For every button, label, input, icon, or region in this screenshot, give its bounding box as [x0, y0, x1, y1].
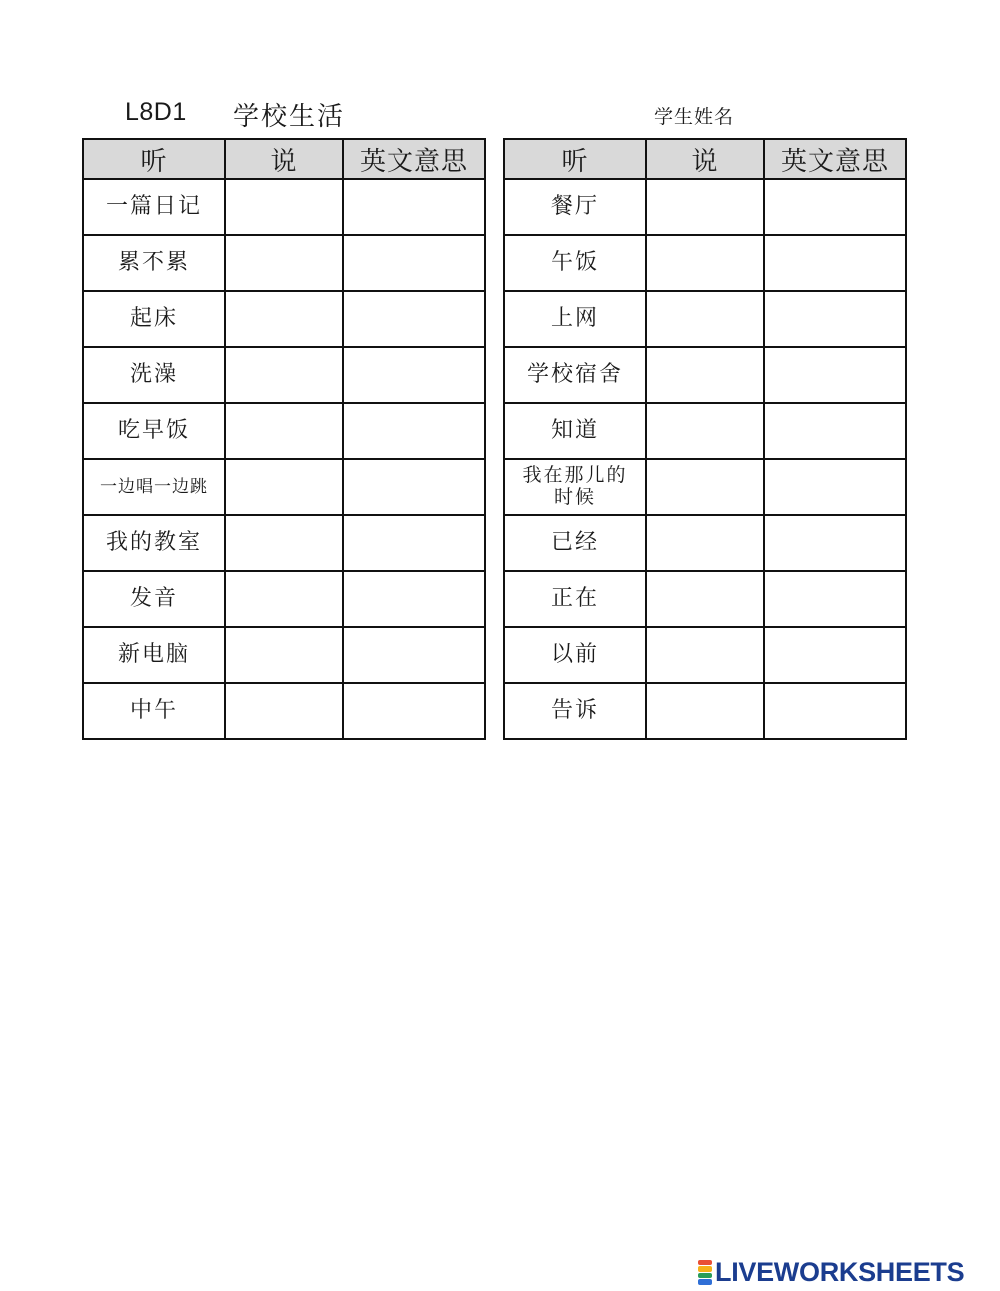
table-row — [83, 459, 485, 515]
vocab-term: 我在那儿的时候 — [522, 464, 628, 508]
speak-answer-cell[interactable] — [646, 403, 764, 459]
listen-cell — [83, 627, 225, 683]
meaning-answer-cell[interactable] — [764, 683, 906, 739]
listen-cell — [83, 347, 225, 403]
logo-block-icon — [698, 1279, 712, 1285]
meaning-answer-cell[interactable] — [764, 571, 906, 627]
listen-cell — [83, 403, 225, 459]
speak-answer-cell[interactable] — [646, 571, 764, 627]
meaning-answer-cell[interactable] — [764, 179, 906, 235]
logo-block-icon — [698, 1273, 712, 1279]
listen-cell — [83, 571, 225, 627]
meaning-answer-cell[interactable] — [343, 627, 485, 683]
listen-cell — [83, 459, 225, 515]
listen-cell — [504, 403, 646, 459]
speak-answer-cell[interactable] — [646, 179, 764, 235]
meaning-answer-cell[interactable] — [764, 459, 906, 515]
vocab-term: 学校宿舍 — [526, 362, 623, 388]
table-row — [83, 627, 485, 683]
lesson-title: 学校生活 — [233, 102, 346, 132]
meaning-answer-cell[interactable] — [343, 347, 485, 403]
table-header-row — [83, 139, 485, 179]
vocab-table-right — [503, 138, 907, 740]
vocab-term: 上网 — [550, 306, 599, 332]
table-row — [83, 235, 485, 291]
listen-cell — [83, 179, 225, 235]
meaning-answer-cell[interactable] — [343, 571, 485, 627]
meaning-answer-cell[interactable] — [343, 515, 485, 571]
column-header-speak: 说 — [225, 139, 343, 179]
table-row — [504, 179, 906, 235]
listen-cell — [83, 683, 225, 739]
listen-cell — [504, 459, 646, 515]
vocab-term: 新电脑 — [117, 642, 190, 668]
table-row — [504, 683, 906, 739]
vocab-term: 我的教室 — [105, 530, 202, 556]
listen-cell — [83, 235, 225, 291]
vocab-term: 一篇日记 — [105, 194, 202, 220]
listen-cell — [504, 347, 646, 403]
meaning-answer-cell[interactable] — [764, 515, 906, 571]
table-row — [504, 235, 906, 291]
vocab-table-left — [82, 138, 486, 740]
table-row — [504, 459, 906, 515]
column-header-listen: 听 — [83, 139, 225, 179]
meaning-answer-cell[interactable] — [343, 179, 485, 235]
speak-answer-cell[interactable] — [225, 683, 343, 739]
speak-answer-cell[interactable] — [225, 291, 343, 347]
vocab-term: 正在 — [550, 586, 599, 612]
vocab-term: 洗澡 — [129, 362, 178, 388]
logo-block-icon — [698, 1260, 712, 1266]
speak-answer-cell[interactable] — [646, 347, 764, 403]
logo-mark-icon — [698, 1260, 712, 1286]
meaning-answer-cell[interactable] — [764, 235, 906, 291]
vocab-term: 发音 — [129, 586, 178, 612]
speak-answer-cell[interactable] — [646, 683, 764, 739]
vocab-term: 一边唱一边跳 — [100, 476, 208, 497]
listen-cell — [504, 291, 646, 347]
table-row — [504, 347, 906, 403]
table-row — [83, 403, 485, 459]
table-row — [504, 515, 906, 571]
table-row — [504, 627, 906, 683]
table-row — [83, 291, 485, 347]
meaning-answer-cell[interactable] — [764, 627, 906, 683]
meaning-answer-cell[interactable] — [343, 459, 485, 515]
vocab-term: 已经 — [550, 530, 599, 556]
speak-answer-cell[interactable] — [225, 515, 343, 571]
vocab-term: 告诉 — [550, 698, 599, 724]
table-row — [504, 571, 906, 627]
meaning-answer-cell[interactable] — [764, 291, 906, 347]
student-name-label: 学生姓名 — [654, 106, 735, 128]
speak-answer-cell[interactable] — [646, 627, 764, 683]
table-header-row — [504, 139, 906, 179]
speak-answer-cell[interactable] — [225, 571, 343, 627]
speak-answer-cell[interactable] — [225, 179, 343, 235]
vocab-term: 起床 — [129, 306, 178, 332]
lesson-code: L8D1 — [125, 98, 187, 126]
table-row — [83, 179, 485, 235]
meaning-answer-cell[interactable] — [764, 347, 906, 403]
listen-cell — [504, 515, 646, 571]
column-header-meaning: 英文意思 — [343, 139, 485, 179]
meaning-answer-cell[interactable] — [343, 683, 485, 739]
meaning-answer-cell[interactable] — [343, 403, 485, 459]
vocab-term: 累不累 — [117, 250, 190, 276]
column-header-speak: 说 — [646, 139, 764, 179]
listen-cell — [83, 515, 225, 571]
table-row — [83, 515, 485, 571]
table-row — [83, 347, 485, 403]
speak-answer-cell[interactable] — [225, 459, 343, 515]
vocab-term: 午饭 — [550, 250, 599, 276]
speak-answer-cell[interactable] — [225, 627, 343, 683]
speak-answer-cell[interactable] — [225, 235, 343, 291]
column-header-meaning: 英文意思 — [764, 139, 906, 179]
speak-answer-cell[interactable] — [646, 291, 764, 347]
meaning-answer-cell[interactable] — [764, 403, 906, 459]
listen-cell — [504, 627, 646, 683]
liveworksheets-logo — [698, 1257, 964, 1288]
vocab-term: 餐厅 — [550, 194, 599, 220]
meaning-answer-cell[interactable] — [343, 291, 485, 347]
speak-answer-cell[interactable] — [646, 515, 764, 571]
table-row — [83, 683, 485, 739]
speak-answer-cell[interactable] — [225, 403, 343, 459]
meaning-answer-cell[interactable] — [343, 235, 485, 291]
logo-block-icon — [698, 1266, 712, 1272]
vocab-term: 知道 — [550, 418, 599, 444]
speak-answer-cell[interactable] — [225, 347, 343, 403]
vocab-term: 以前 — [550, 642, 599, 668]
listen-cell — [83, 291, 225, 347]
listen-cell — [504, 179, 646, 235]
vocab-term: 吃早饭 — [117, 418, 190, 444]
listen-cell — [504, 235, 646, 291]
table-row — [504, 291, 906, 347]
column-header-listen: 听 — [504, 139, 646, 179]
logo-text: LIVEWORKSHEETS — [715, 1257, 965, 1287]
speak-answer-cell[interactable] — [646, 459, 764, 515]
speak-answer-cell[interactable] — [646, 235, 764, 291]
table-row — [83, 571, 485, 627]
vocab-term: 中午 — [129, 698, 178, 724]
table-row — [504, 403, 906, 459]
listen-cell — [504, 683, 646, 739]
listen-cell — [504, 571, 646, 627]
